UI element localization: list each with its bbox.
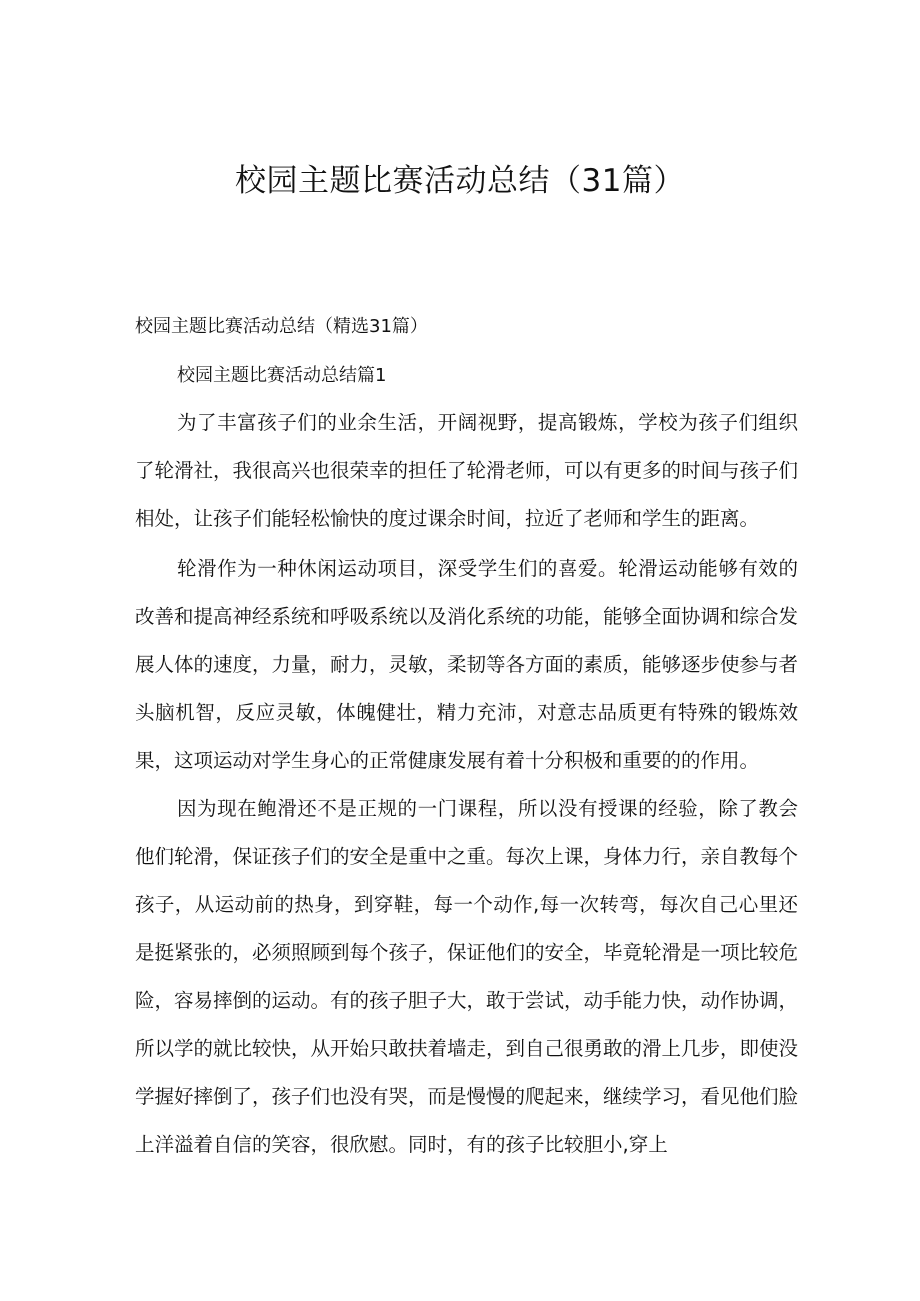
paragraph-2: 轮滑作为一种休闲运动项目，深受学生们的喜爱。轮滑运动能够有效的改善和提高神经系统和呼吸系统以及消化系统的功能，能够全面协调和综合发展人体的速度，力量，耐力，灵敏，柔韧等各方面的素质，能够逐步使参与者头脑机智，反应灵敏，体魄健壮，精力充沛，对意志品质更有特殊的锻炼效果，这项运动对学生身心的正常健康发展有着十分积极和重要的的作用。 bbox=[135, 557, 799, 772]
section-heading: 校园主题比赛活动总结篇1 bbox=[177, 365, 387, 386]
paragraph-3: 因为现在鲍滑还不是正规的一门课程，所以没有授课的经验，除了教会他们轮滑，保证孩子们的安全是重中之重。每次上课，身体力行，亲自教每个孩子，从运动前的热身，到穿鞋，每一个动作,每一次转弯，每次自己心里还是挺紧张的，必须照顾到每个孩子，保证他们的安全，毕竟轮滑是一项比较危险，容易摔倒的运动。有的孩子胆子大，敢于尝试，动手能力快，动作协调，所以学的就比较快，从开始只敢扶着墙走，到自己很勇敢的滑上几步，即使没学握好摔倒了，孩子们也没有哭，而是慢慢的爬起来，继续学习，看见他们脸上洋溢着自信的笑容，很欣慰。同时，有的孩子比较胆小,穿上 bbox=[135, 797, 799, 1156]
document-title: 校园主题比赛活动总结（31篇） bbox=[235, 163, 685, 199]
paragraph-1: 为了丰富孩子们的业余生活，开阔视野，提高锻炼，学校为孩子们组织了轮滑社，我很高兴也很荣幸的担任了轮滑老师，可以有更多的时间与孩子们相处，让孩子们能轻松愉快的度过课余时间，拉近了老师和学生的距离。 bbox=[135, 411, 799, 530]
document-subtitle: 校园主题比赛活动总结（精选31篇） bbox=[135, 316, 428, 337]
